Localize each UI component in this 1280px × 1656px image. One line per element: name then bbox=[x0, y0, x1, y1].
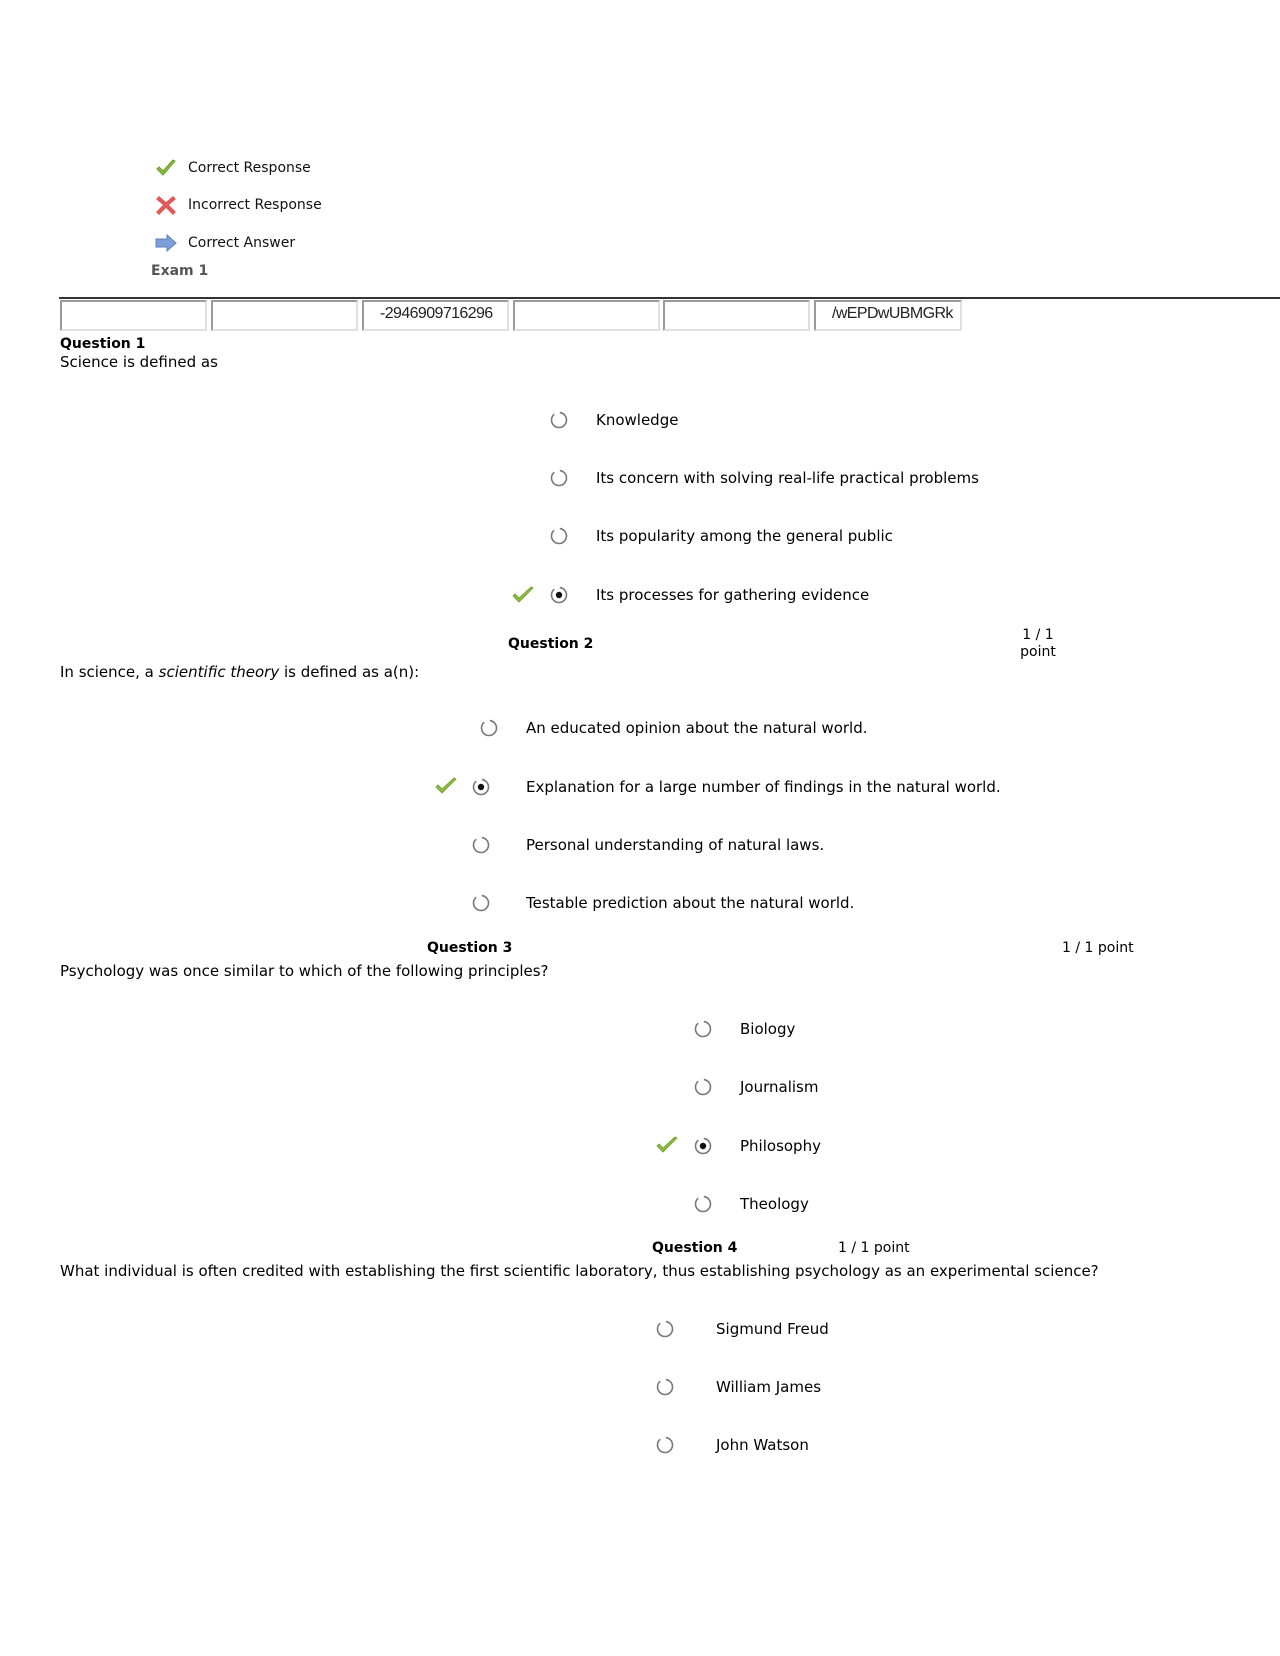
legend-correct-answer-label: Correct Answer bbox=[188, 235, 296, 251]
q3-option-4-label: Theology bbox=[740, 1195, 809, 1213]
q1-option-2[interactable] bbox=[548, 467, 1028, 491]
radio-icon[interactable] bbox=[692, 1076, 714, 1098]
question-2-title: Question 2 bbox=[508, 636, 594, 652]
question-1-text: Science is defined as bbox=[60, 353, 218, 371]
q4-option-2[interactable] bbox=[654, 1376, 974, 1400]
question-4-title: Question 4 bbox=[652, 1240, 738, 1256]
q2-option-4[interactable] bbox=[470, 892, 1030, 916]
q3-option-4[interactable] bbox=[692, 1193, 992, 1217]
exam-title: Exam 1 bbox=[151, 263, 209, 279]
question-2-score-line1: 1 / 1 bbox=[1022, 627, 1054, 643]
check-icon bbox=[435, 777, 457, 795]
hidden-field-5[interactable] bbox=[663, 300, 810, 331]
arrow-right-icon bbox=[155, 232, 177, 254]
radio-icon[interactable] bbox=[470, 834, 492, 856]
check-icon bbox=[155, 157, 177, 179]
q1-option-3-label: Its popularity among the general public bbox=[596, 527, 893, 545]
question-1-title: Question 1 bbox=[60, 336, 146, 352]
check-icon bbox=[512, 586, 534, 604]
q2-option-3[interactable] bbox=[470, 834, 1030, 858]
radio-selected-icon[interactable] bbox=[470, 776, 492, 798]
cross-icon bbox=[155, 194, 177, 216]
question-2-text-after: is defined as a(n): bbox=[279, 663, 420, 681]
q2-option-4-label: Testable prediction about the natural world. bbox=[526, 894, 855, 912]
hidden-field-2[interactable] bbox=[211, 300, 358, 331]
check-icon bbox=[656, 1136, 678, 1154]
q3-option-2[interactable] bbox=[692, 1076, 992, 1100]
radio-icon[interactable] bbox=[654, 1318, 676, 1340]
question-3-score: 1 / 1 point bbox=[1062, 940, 1134, 956]
q3-option-2-label: Journalism bbox=[740, 1078, 819, 1096]
radio-icon[interactable] bbox=[692, 1018, 714, 1040]
question-2-text-before: In science, a bbox=[60, 663, 159, 681]
radio-selected-icon[interactable] bbox=[692, 1135, 714, 1157]
q4-option-3[interactable] bbox=[654, 1434, 974, 1458]
hidden-field-1[interactable] bbox=[60, 300, 207, 331]
q4-option-3-label: John Watson bbox=[716, 1436, 809, 1454]
q3-option-3-label: Philosophy bbox=[740, 1137, 821, 1155]
hidden-field-6[interactable]: /wEPDwUBMGRk bbox=[814, 300, 962, 331]
question-2-score-line2: point bbox=[1020, 644, 1056, 660]
question-3-text: Psychology was once similar to which of the following principles? bbox=[60, 962, 549, 980]
radio-icon[interactable] bbox=[548, 409, 570, 431]
radio-icon[interactable] bbox=[692, 1193, 714, 1215]
q1-option-1-label: Knowledge bbox=[596, 411, 679, 429]
radio-icon[interactable] bbox=[470, 892, 492, 914]
radio-icon[interactable] bbox=[548, 525, 570, 547]
q2-option-1[interactable] bbox=[478, 717, 1038, 741]
question-4-text: What individual is often credited with establishing the first scientific laboratory, thus establishing psychology as an experimental science? bbox=[60, 1262, 1099, 1280]
question-3-title: Question 3 bbox=[427, 940, 513, 956]
q3-option-1[interactable] bbox=[692, 1018, 992, 1042]
q3-option-3[interactable] bbox=[692, 1135, 992, 1159]
q1-option-3[interactable] bbox=[548, 525, 1028, 549]
q3-option-1-label: Biology bbox=[740, 1020, 796, 1038]
question-2-score bbox=[1010, 627, 1066, 661]
q1-option-2-label: Its concern with solving real-life practical problems bbox=[596, 469, 979, 487]
q2-option-2-label: Explanation for a large number of findings in the natural world. bbox=[526, 778, 1001, 796]
hidden-field-3[interactable]: -2946909716296 bbox=[362, 300, 509, 331]
q4-option-1[interactable] bbox=[654, 1318, 974, 1342]
divider bbox=[59, 297, 1280, 299]
radio-icon[interactable] bbox=[548, 467, 570, 489]
q2-option-1-label: An educated opinion about the natural world. bbox=[526, 719, 868, 737]
legend-incorrect-response-label: Incorrect Response bbox=[188, 197, 322, 213]
radio-icon[interactable] bbox=[654, 1434, 676, 1456]
radio-icon[interactable] bbox=[654, 1376, 676, 1398]
q1-option-4-label: Its processes for gathering evidence bbox=[596, 586, 870, 604]
question-2-text bbox=[60, 663, 419, 681]
legend-correct-response-label: Correct Response bbox=[188, 160, 311, 176]
hidden-field-4[interactable] bbox=[513, 300, 660, 331]
question-2-text-italic: scientific theory bbox=[158, 663, 280, 681]
q2-option-3-label: Personal understanding of natural laws. bbox=[526, 836, 825, 854]
question-4-score: 1 / 1 point bbox=[838, 1240, 910, 1256]
q1-option-1[interactable] bbox=[548, 409, 1028, 433]
radio-selected-icon[interactable] bbox=[548, 584, 570, 606]
q1-option-4[interactable] bbox=[548, 584, 1028, 608]
q2-option-2[interactable] bbox=[470, 776, 1050, 800]
q4-option-2-label: William James bbox=[716, 1378, 822, 1396]
radio-icon[interactable] bbox=[478, 717, 500, 739]
q4-option-1-label: Sigmund Freud bbox=[716, 1320, 829, 1338]
